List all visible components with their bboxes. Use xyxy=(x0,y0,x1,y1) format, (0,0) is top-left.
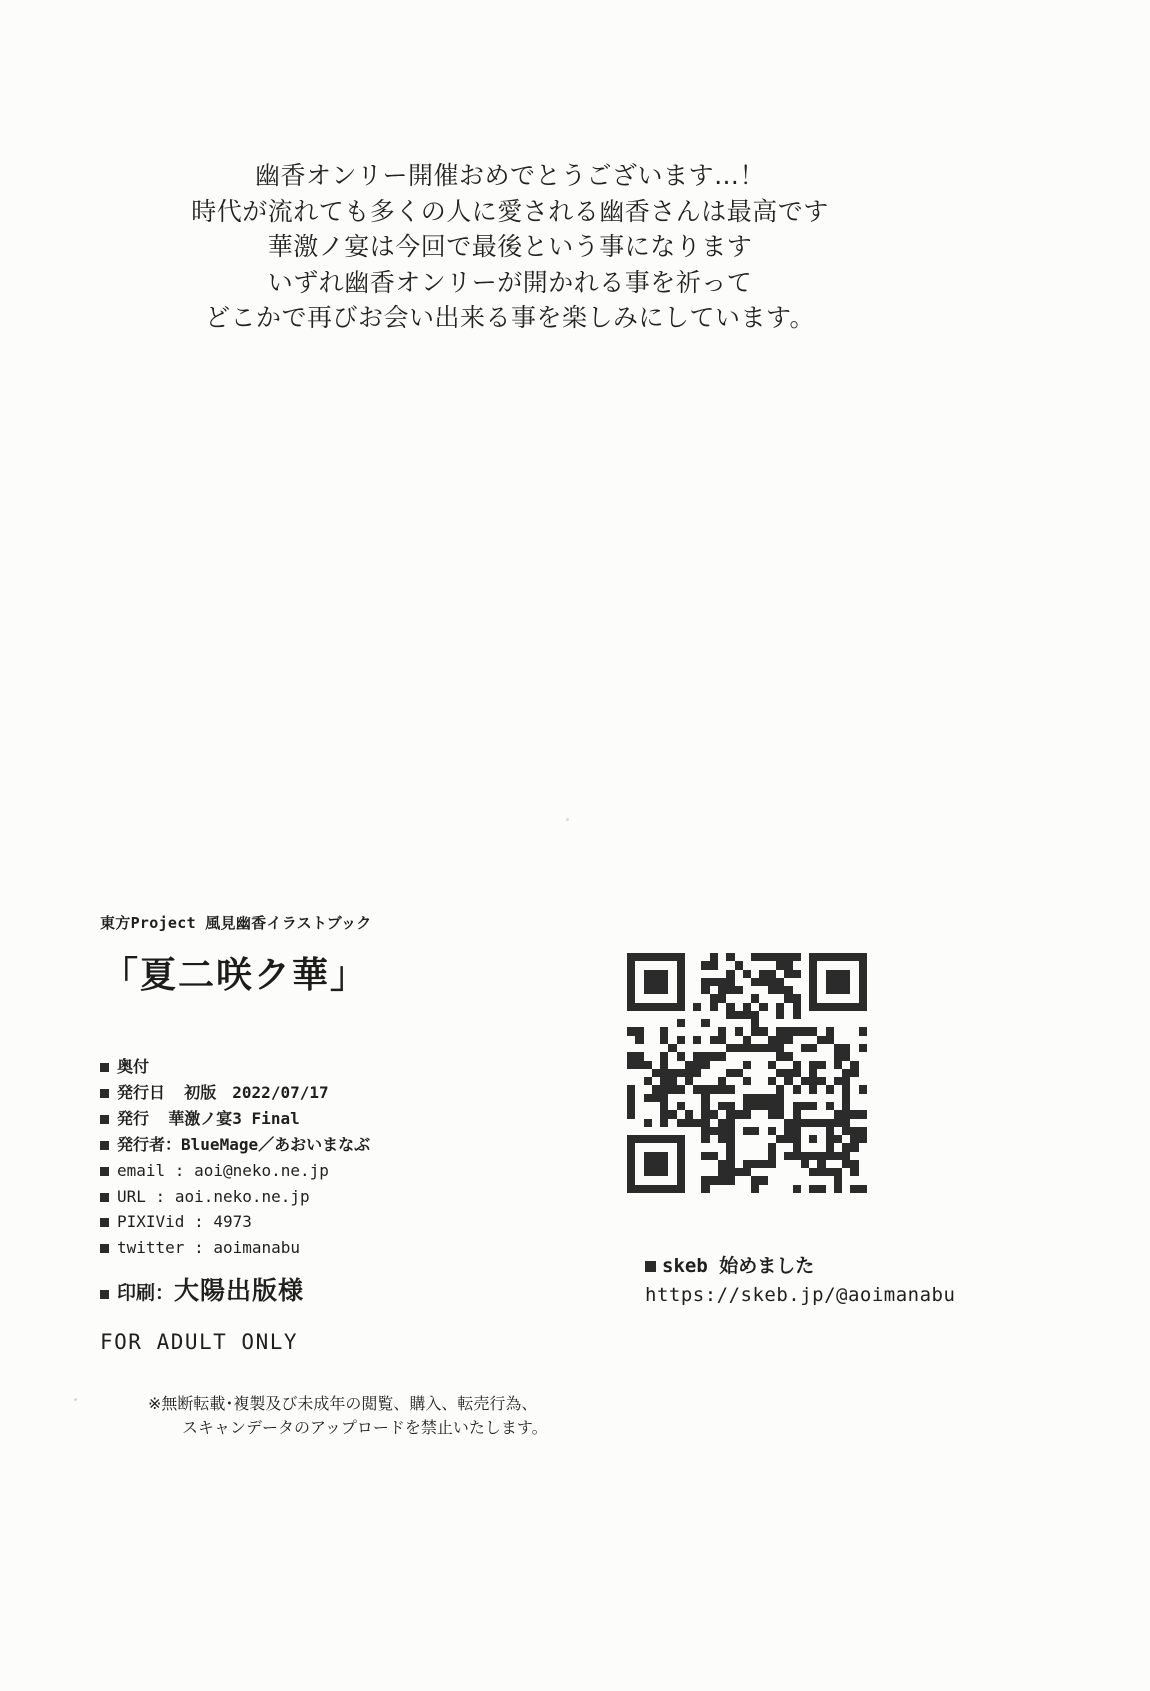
credits-list xyxy=(100,1054,660,1312)
credit-value: aoi@neko.ne.jp xyxy=(194,1160,329,1180)
square-bullet-icon xyxy=(100,1115,109,1124)
paper-speck xyxy=(74,1398,77,1401)
adult-only-notice: FOR ADULT ONLY xyxy=(100,1330,299,1354)
list-item: URL : aoi.neko.ne.jp xyxy=(100,1184,660,1210)
printer-label: 印刷： xyxy=(117,1282,175,1305)
qr-code-block xyxy=(627,953,867,1193)
credit-label: email xyxy=(117,1160,166,1180)
square-bullet-icon xyxy=(100,1063,109,1072)
list-item xyxy=(100,1106,660,1132)
credit-label: 奥付 xyxy=(117,1057,150,1076)
skeb-heading-row xyxy=(645,1252,955,1281)
credit-value: 4973 xyxy=(213,1212,252,1232)
credit-value: 初版 2022/07/17 xyxy=(184,1082,329,1102)
afterword-message xyxy=(0,158,1020,336)
square-bullet-icon xyxy=(100,1141,109,1150)
list-item xyxy=(100,1054,660,1080)
square-bullet-icon xyxy=(100,1290,109,1299)
credit-label: 発行日 xyxy=(117,1082,166,1102)
printer-row xyxy=(100,1271,660,1312)
list-item: 発行者 ： BlueMage／あおいまなぶ xyxy=(100,1132,660,1158)
list-item: twitter : aoimanabu xyxy=(100,1235,660,1261)
square-bullet-icon xyxy=(645,1261,656,1272)
skeb-info xyxy=(645,1252,955,1309)
paper-speck xyxy=(566,818,569,821)
credit-label: 発行者 xyxy=(117,1134,166,1154)
notice-line: ※無断転載･複製及び未成年の閲覧、購入、転売行為、 xyxy=(148,1394,538,1413)
credit-value: aoi.neko.ne.jp xyxy=(174,1186,310,1206)
credit-value: 華激ノ宴3 Final xyxy=(168,1108,300,1128)
message-line: 時代が流れても多くの人に愛される幽香さんは最高です xyxy=(191,196,829,226)
message-line: 華激ノ宴は今回で最後という事になります xyxy=(267,232,753,261)
credit-label: URL xyxy=(117,1186,146,1206)
square-bullet-icon xyxy=(100,1193,109,1202)
credit-label: 発行 xyxy=(117,1108,150,1128)
credit-value: BlueMage／あおいまなぶ xyxy=(181,1134,371,1154)
credit-label: twitter xyxy=(117,1238,185,1258)
message-line: どこかで再びお会い出来る事を楽しみにしています。 xyxy=(204,303,815,332)
message-line: いずれ幽香オンリーが開かれる事を祈って xyxy=(267,267,753,297)
credit-value: aoimanabu xyxy=(213,1238,301,1258)
skeb-heading: skeb 始めました xyxy=(662,1255,815,1277)
usage-notice xyxy=(148,1392,548,1440)
colophon-block xyxy=(100,912,660,1312)
printer-name: 大陽出版様 xyxy=(174,1276,305,1306)
skeb-url[interactable]: https://skeb.jp/@aoimanabu xyxy=(645,1283,956,1306)
square-bullet-icon xyxy=(100,1244,109,1253)
message-line: 幽香オンリー開催おめでとうございます…！ xyxy=(254,161,765,190)
square-bullet-icon xyxy=(100,1167,109,1176)
page-title: 「夏二咲ク華」 xyxy=(102,955,369,996)
series-label: 東方Project 風見幽香イラストブック xyxy=(100,914,372,932)
credit-label: PIXIVid xyxy=(117,1212,185,1232)
list-item xyxy=(100,1080,660,1106)
qr-code[interactable] xyxy=(627,953,867,1193)
square-bullet-icon xyxy=(100,1218,109,1227)
list-item: PIXIVid : 4973 xyxy=(100,1209,660,1235)
notice-line: スキャンデータのアップロードを禁止いたします。 xyxy=(182,1418,548,1437)
list-item: email : aoi@neko.ne.jp xyxy=(100,1158,660,1184)
square-bullet-icon xyxy=(100,1089,109,1098)
